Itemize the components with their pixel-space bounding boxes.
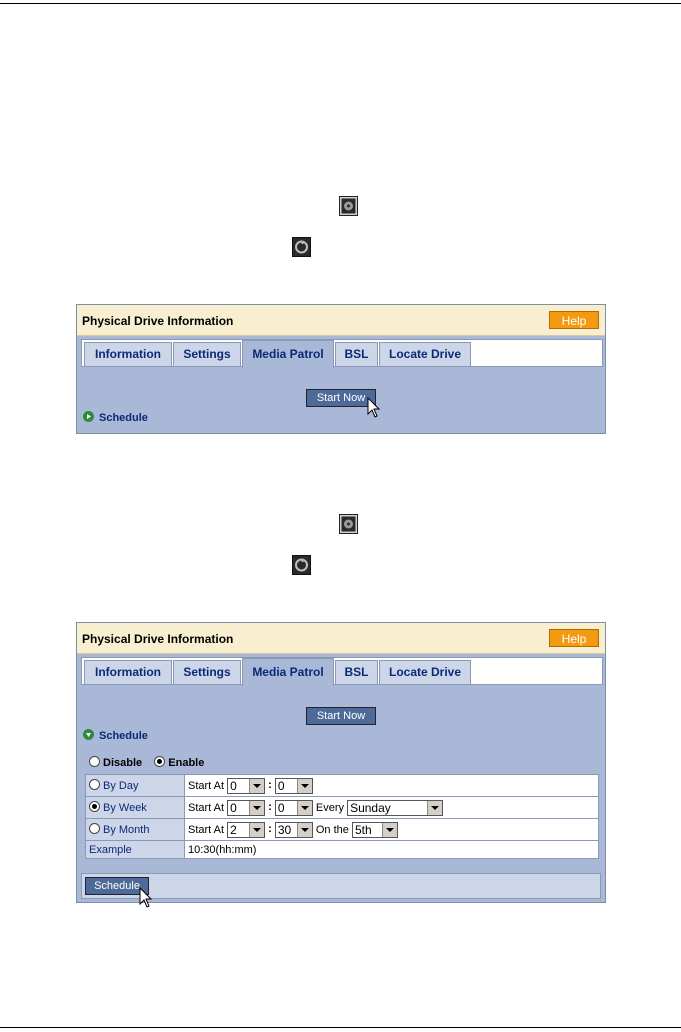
- tab-bsl[interactable]: BSL: [335, 660, 378, 684]
- tab-information[interactable]: Information: [84, 660, 172, 684]
- panel-title: Physical Drive Information: [82, 314, 234, 328]
- month-day-select[interactable]: [352, 822, 398, 838]
- on-the-label: On the: [315, 823, 349, 836]
- chevron-down-icon: [297, 779, 312, 793]
- month-minute-select[interactable]: [275, 822, 313, 838]
- bottom-rule: [0, 1027, 681, 1028]
- top-rule: [0, 3, 681, 4]
- chevron-down-icon: [297, 823, 312, 837]
- by-week-radio[interactable]: [89, 801, 100, 812]
- by-week-cell: [86, 797, 185, 819]
- start-at-label: Start At: [188, 801, 225, 814]
- by-week-label: By Week: [103, 802, 147, 814]
- collapse-arrow-icon: [83, 729, 94, 740]
- tab-settings[interactable]: Settings: [173, 342, 241, 366]
- week-minute-value: 0: [277, 800, 285, 815]
- cursor-arrow-icon: [367, 397, 381, 419]
- disable-label: Disable: [103, 757, 143, 769]
- schedule-button[interactable]: Schedule: [85, 877, 149, 895]
- physical-drive-panel-schedule: [76, 622, 606, 903]
- help-button[interactable]: Help: [549, 629, 599, 647]
- tab-settings[interactable]: Settings: [173, 660, 241, 684]
- by-day-radio[interactable]: [89, 779, 100, 790]
- schedule-label: Schedule: [99, 412, 148, 424]
- enable-label: Enable: [168, 757, 205, 769]
- tab-information[interactable]: Information: [84, 342, 172, 366]
- table-row: [86, 841, 599, 859]
- schedule-toggle[interactable]: [83, 729, 148, 742]
- week-hour-value: 0: [230, 800, 237, 815]
- patrol-icon: [292, 237, 311, 257]
- by-month-cell: [86, 819, 185, 841]
- every-label: Every: [315, 801, 344, 814]
- day-hour-value: 0: [230, 778, 237, 793]
- table-row: [86, 819, 599, 841]
- by-week-settings: Start At 0 : 0 Every Sunday: [185, 797, 599, 819]
- disable-radio[interactable]: [89, 756, 100, 767]
- by-day-settings: Start At 0 : 0: [185, 775, 599, 797]
- month-hour-value: 2: [230, 822, 237, 837]
- drive-icon: [339, 196, 358, 216]
- chevron-down-icon: [249, 823, 264, 837]
- day-hour-select[interactable]: [227, 778, 265, 794]
- day-minute-select[interactable]: [275, 778, 313, 794]
- schedule-action-bar: [81, 873, 601, 899]
- help-button[interactable]: Help: [549, 311, 599, 329]
- start-now-button[interactable]: Start Now: [306, 389, 376, 407]
- tab-bar: [81, 657, 603, 685]
- expand-arrow-icon: [83, 411, 94, 422]
- month-hour-select[interactable]: [227, 822, 265, 838]
- chevron-down-icon: [382, 823, 397, 837]
- by-day-cell: [86, 775, 185, 797]
- week-hour-select[interactable]: [227, 800, 265, 816]
- tab-bar: [81, 339, 603, 367]
- drive-icon: [339, 514, 358, 534]
- enable-radio[interactable]: [154, 756, 165, 767]
- by-month-label: By Month: [103, 824, 150, 836]
- schedule-table: [85, 774, 599, 859]
- start-at-label: Start At: [188, 779, 225, 792]
- month-minute-value: 30: [277, 822, 292, 837]
- schedule-label: Schedule: [99, 730, 148, 742]
- day-minute-value: 0: [277, 778, 285, 793]
- panel-header: [77, 623, 605, 654]
- table-row: [86, 797, 599, 819]
- panel-header: [77, 305, 605, 336]
- start-at-label: Start At: [188, 823, 225, 836]
- example-label: Example: [86, 841, 185, 859]
- month-day-value: 5th: [354, 822, 372, 837]
- chevron-down-icon: [427, 801, 442, 815]
- table-row: [86, 775, 599, 797]
- tab-bsl[interactable]: BSL: [335, 342, 378, 366]
- week-minute-select[interactable]: [275, 800, 313, 816]
- schedule-toggle[interactable]: [83, 411, 148, 424]
- enable-options: [89, 756, 204, 769]
- chevron-down-icon: [297, 801, 312, 815]
- tab-locate-drive[interactable]: Locate Drive: [379, 342, 471, 366]
- week-day-select[interactable]: [347, 800, 443, 816]
- physical-drive-panel: [76, 304, 606, 434]
- patrol-icon: [292, 555, 311, 575]
- tab-media-patrol[interactable]: Media Patrol: [242, 340, 334, 368]
- tab-media-patrol[interactable]: Media Patrol: [242, 658, 334, 686]
- cursor-arrow-icon: [139, 887, 153, 909]
- panel-title: Physical Drive Information: [82, 632, 234, 646]
- tab-locate-drive[interactable]: Locate Drive: [379, 660, 471, 684]
- example-value: 10:30(hh:mm): [185, 841, 599, 859]
- by-month-radio[interactable]: [89, 823, 100, 834]
- chevron-down-icon: [249, 801, 264, 815]
- by-month-settings: Start At 2 : 30 On the 5th: [185, 819, 599, 841]
- by-day-label: By Day: [103, 780, 139, 792]
- chevron-down-icon: [249, 779, 264, 793]
- week-day-value: Sunday: [350, 800, 391, 815]
- start-now-button[interactable]: Start Now: [306, 707, 376, 725]
